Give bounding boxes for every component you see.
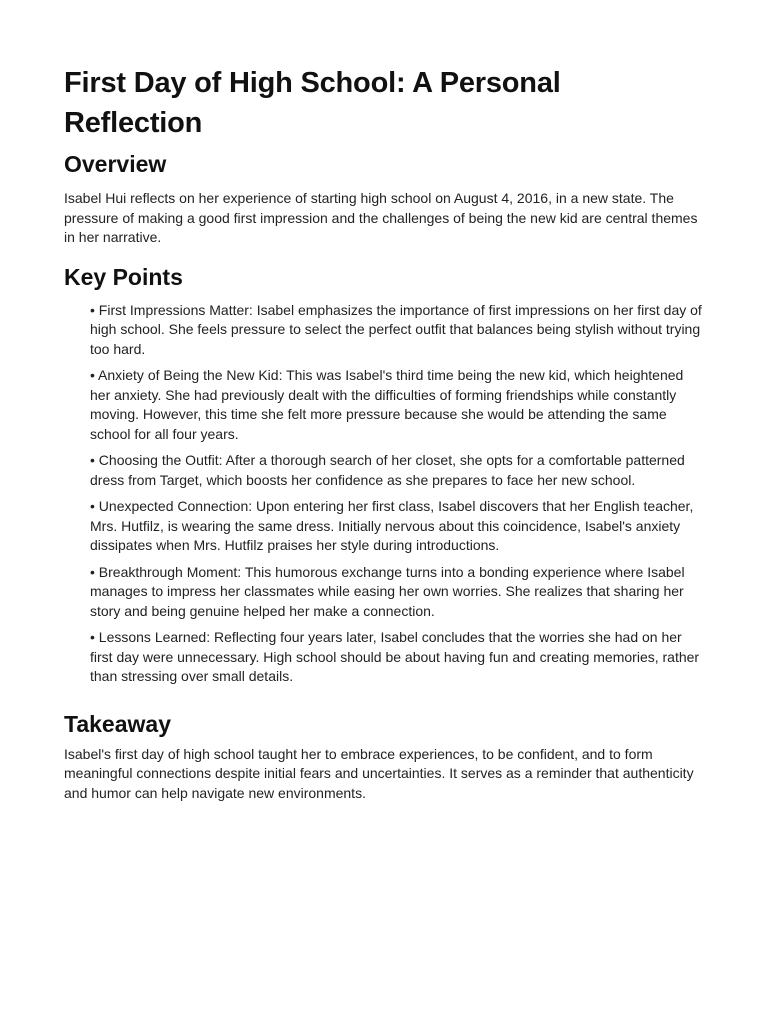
- key-point-choosing-outfit: • Choosing the Outfit: After a thorough search of her closet, she opts for a comfortable patterned dress from Target, which boosts her confidence as she prepares to face her new school.: [90, 452, 685, 488]
- key-point-unexpected-connection: • Unexpected Connection: Upon entering her first class, Isabel discovers that her English teacher, Mrs. Hutfilz, is wearing the same dress. Initially nervous about this coincidence, Isabel's anxiety dissipates when Mrs. Hutfilz praises her style during introductions.: [90, 498, 694, 553]
- key-point-lessons-learned: • Lessons Learned: Reflecting four years later, Isabel concludes that the worries she had on her first day were unnecessary. High school should be about having fun and creating memories, rather than stressing over small details.: [90, 629, 700, 684]
- takeaway-section: [64, 709, 704, 804]
- overview-paragraph: Isabel Hui reflects on her experience of starting high school on August 4, 2016, in a new state. The pressure of making a good first impression and the challenges of being the new kid are central themes in her narrative.: [64, 190, 698, 245]
- key-points-list: [64, 301, 704, 687]
- overview-section: [64, 149, 704, 248]
- overview-heading: Overview: [64, 151, 167, 177]
- takeaway-paragraph: Isabel's first day of high school taught her to embrace experiences, to be confident, and to form meaningful connections despite initial fears and uncertainties. It serves as a reminder that authenticity and humor can help navigate new environments.: [64, 745, 694, 801]
- document-title: First Day of High School: A Personal Reflection: [64, 67, 561, 139]
- takeaway-heading: Takeaway: [64, 710, 171, 737]
- key-points-section: [64, 262, 704, 687]
- key-point-new-kid-anxiety: • Anxiety of Being the New Kid: This was Isabel's third time being the new kid, which heightened her anxiety. She had previously dealt with the difficulties of forming friendships while constantly moving. However, this time she felt more pressure because she would be attending the same school for all four years.: [90, 367, 684, 442]
- key-point-first-impressions: • First Impressions Matter: Isabel emphasizes the importance of first impressions on her first day of high school. She feels pressure to select the perfect outfit that balances being stylish without trying too hard.: [90, 301, 702, 357]
- key-points-heading: Key Points: [64, 263, 183, 290]
- key-point-breakthrough-moment: • Breakthrough Moment: This humorous exchange turns into a bonding experience where Isabel manages to impress her classmates while easing her own worries. She realizes that sharing her story and being genuine helped her make a connection.: [90, 563, 685, 619]
